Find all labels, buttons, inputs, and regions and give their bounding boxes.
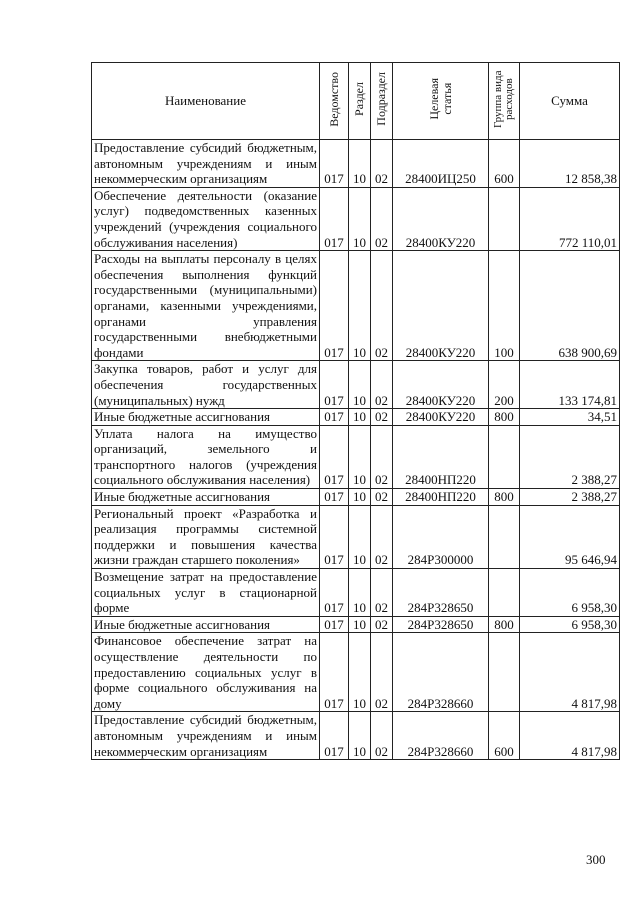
cell-vedomstvo: 017 (320, 633, 349, 712)
budget-table (91, 62, 620, 760)
cell-podrazdel: 02 (371, 616, 393, 633)
cell-razdel: 10 (349, 251, 371, 361)
cell-expense-group: 800 (489, 616, 520, 633)
cell-target-article: 28400КУ220 (393, 361, 489, 409)
cell-vedomstvo: 017 (320, 712, 349, 760)
cell-expense-group: 100 (489, 251, 520, 361)
table-body (92, 140, 620, 760)
table-row (92, 425, 620, 488)
cell-target-article: 28400КУ220 (393, 251, 489, 361)
cell-sum: 4 817,98 (520, 633, 620, 712)
cell-name: Возмещение затрат на предоставление социальных услуг в стационарной форме (92, 569, 320, 617)
cell-expense-group: 200 (489, 361, 520, 409)
cell-target-article: 284Р328650 (393, 569, 489, 617)
cell-vedomstvo: 017 (320, 505, 349, 568)
table-row (92, 505, 620, 568)
cell-podrazdel: 02 (371, 140, 393, 188)
cell-podrazdel: 02 (371, 633, 393, 712)
cell-podrazdel: 02 (371, 187, 393, 250)
table-row (92, 569, 620, 617)
cell-sum: 34,51 (520, 409, 620, 426)
header-expense-group: Группа вида расходов (489, 63, 520, 140)
table-row (92, 489, 620, 506)
cell-vedomstvo: 017 (320, 187, 349, 250)
header-razdel: Раздел (349, 63, 371, 140)
cell-name: Закупка товаров, работ и услуг для обеспечения государственных (муниципальных) нужд (92, 361, 320, 409)
cell-sum: 4 817,98 (520, 712, 620, 760)
cell-sum: 133 174,81 (520, 361, 620, 409)
table-header-row (92, 63, 620, 140)
table-row (92, 712, 620, 760)
cell-vedomstvo: 017 (320, 616, 349, 633)
cell-expense-group: 800 (489, 489, 520, 506)
cell-sum: 6 958,30 (520, 616, 620, 633)
cell-podrazdel: 02 (371, 361, 393, 409)
cell-target-article: 28400НП220 (393, 425, 489, 488)
cell-podrazdel: 02 (371, 425, 393, 488)
cell-vedomstvo: 017 (320, 140, 349, 188)
cell-sum: 2 388,27 (520, 425, 620, 488)
cell-name: Финансовое обеспечение затрат на осуществление деятельности по предоставлению социальных услуг в форме социального обслуживания на дому (92, 633, 320, 712)
cell-target-article: 284Р328660 (393, 633, 489, 712)
cell-expense-group (489, 505, 520, 568)
header-name: Наименование (92, 63, 320, 140)
cell-expense-group: 600 (489, 712, 520, 760)
header-sum: Сумма (520, 63, 620, 140)
cell-sum: 95 646,94 (520, 505, 620, 568)
cell-target-article: 284Р328650 (393, 616, 489, 633)
cell-target-article: 28400НП220 (393, 489, 489, 506)
cell-target-article: 28400ИЦ250 (393, 140, 489, 188)
cell-vedomstvo: 017 (320, 409, 349, 426)
cell-razdel: 10 (349, 140, 371, 188)
table-row (92, 633, 620, 712)
cell-sum: 638 900,69 (520, 251, 620, 361)
cell-name: Иные бюджетные ассигнования (92, 409, 320, 426)
table-row (92, 251, 620, 361)
header-target-line2: статья (439, 83, 454, 115)
header-target-article (393, 63, 489, 140)
cell-razdel: 10 (349, 187, 371, 250)
cell-name: Обеспечение деятельности (оказание услуг) подведомственных казенных учреждений (учреждения социального обслуживания населения) (92, 187, 320, 250)
cell-name: Уплата налога на имущество организаций, земельного и транспортного налогов (учреждения социального обслуживания населения) (92, 425, 320, 488)
cell-name: Расходы на выплаты персоналу в целях обеспечения выполнения функций государственными (муниципальными) органами, казенными учреждениями, органами управления государственными внебюджетными фондами (92, 251, 320, 361)
cell-razdel: 10 (349, 361, 371, 409)
cell-target-article: 284Р300000 (393, 505, 489, 568)
cell-expense-group: 600 (489, 140, 520, 188)
cell-razdel: 10 (349, 425, 371, 488)
table-row (92, 187, 620, 250)
cell-podrazdel: 02 (371, 569, 393, 617)
cell-razdel: 10 (349, 712, 371, 760)
cell-razdel: 10 (349, 633, 371, 712)
table-row (92, 140, 620, 188)
cell-razdel: 10 (349, 505, 371, 568)
cell-target-article: 28400КУ220 (393, 187, 489, 250)
cell-podrazdel: 02 (371, 712, 393, 760)
cell-razdel: 10 (349, 569, 371, 617)
cell-vedomstvo: 017 (320, 489, 349, 506)
header-vedomstvo: Ведомство (320, 63, 349, 140)
cell-name: Предоставление субсидий бюджетным, автономным учреждениям и иным некоммерческим организациям (92, 712, 320, 760)
cell-sum: 772 110,01 (520, 187, 620, 250)
cell-razdel: 10 (349, 409, 371, 426)
cell-sum: 12 858,38 (520, 140, 620, 188)
cell-podrazdel: 02 (371, 505, 393, 568)
table-row (92, 409, 620, 426)
cell-sum: 6 958,30 (520, 569, 620, 617)
page-number: 300 (586, 852, 606, 867)
cell-podrazdel: 02 (371, 489, 393, 506)
cell-vedomstvo: 017 (320, 569, 349, 617)
table-row (92, 616, 620, 633)
cell-name: Иные бюджетные ассигнования (92, 489, 320, 506)
cell-razdel: 10 (349, 616, 371, 633)
cell-vedomstvo: 017 (320, 361, 349, 409)
cell-sum: 2 388,27 (520, 489, 620, 506)
cell-name: Региональный проект «Разработка и реализация программы системной поддержки и повышения качества жизни граждан старшего поколения» (92, 505, 320, 568)
cell-expense-group (489, 633, 520, 712)
cell-podrazdel: 02 (371, 409, 393, 426)
cell-expense-group (489, 569, 520, 617)
cell-vedomstvo: 017 (320, 425, 349, 488)
cell-expense-group (489, 187, 520, 250)
cell-razdel: 10 (349, 489, 371, 506)
cell-expense-group (489, 425, 520, 488)
cell-podrazdel: 02 (371, 251, 393, 361)
cell-target-article: 284Р328660 (393, 712, 489, 760)
cell-name: Предоставление субсидий бюджетным, автономным учреждениям и иным некоммерческим организациям (92, 140, 320, 188)
header-podrazdel: Подраздел (371, 63, 393, 140)
header-target-line1: Целевая (426, 78, 441, 120)
cell-expense-group: 800 (489, 409, 520, 426)
cell-vedomstvo: 017 (320, 251, 349, 361)
cell-name: Иные бюджетные ассигнования (92, 616, 320, 633)
table-row (92, 361, 620, 409)
cell-target-article: 28400КУ220 (393, 409, 489, 426)
